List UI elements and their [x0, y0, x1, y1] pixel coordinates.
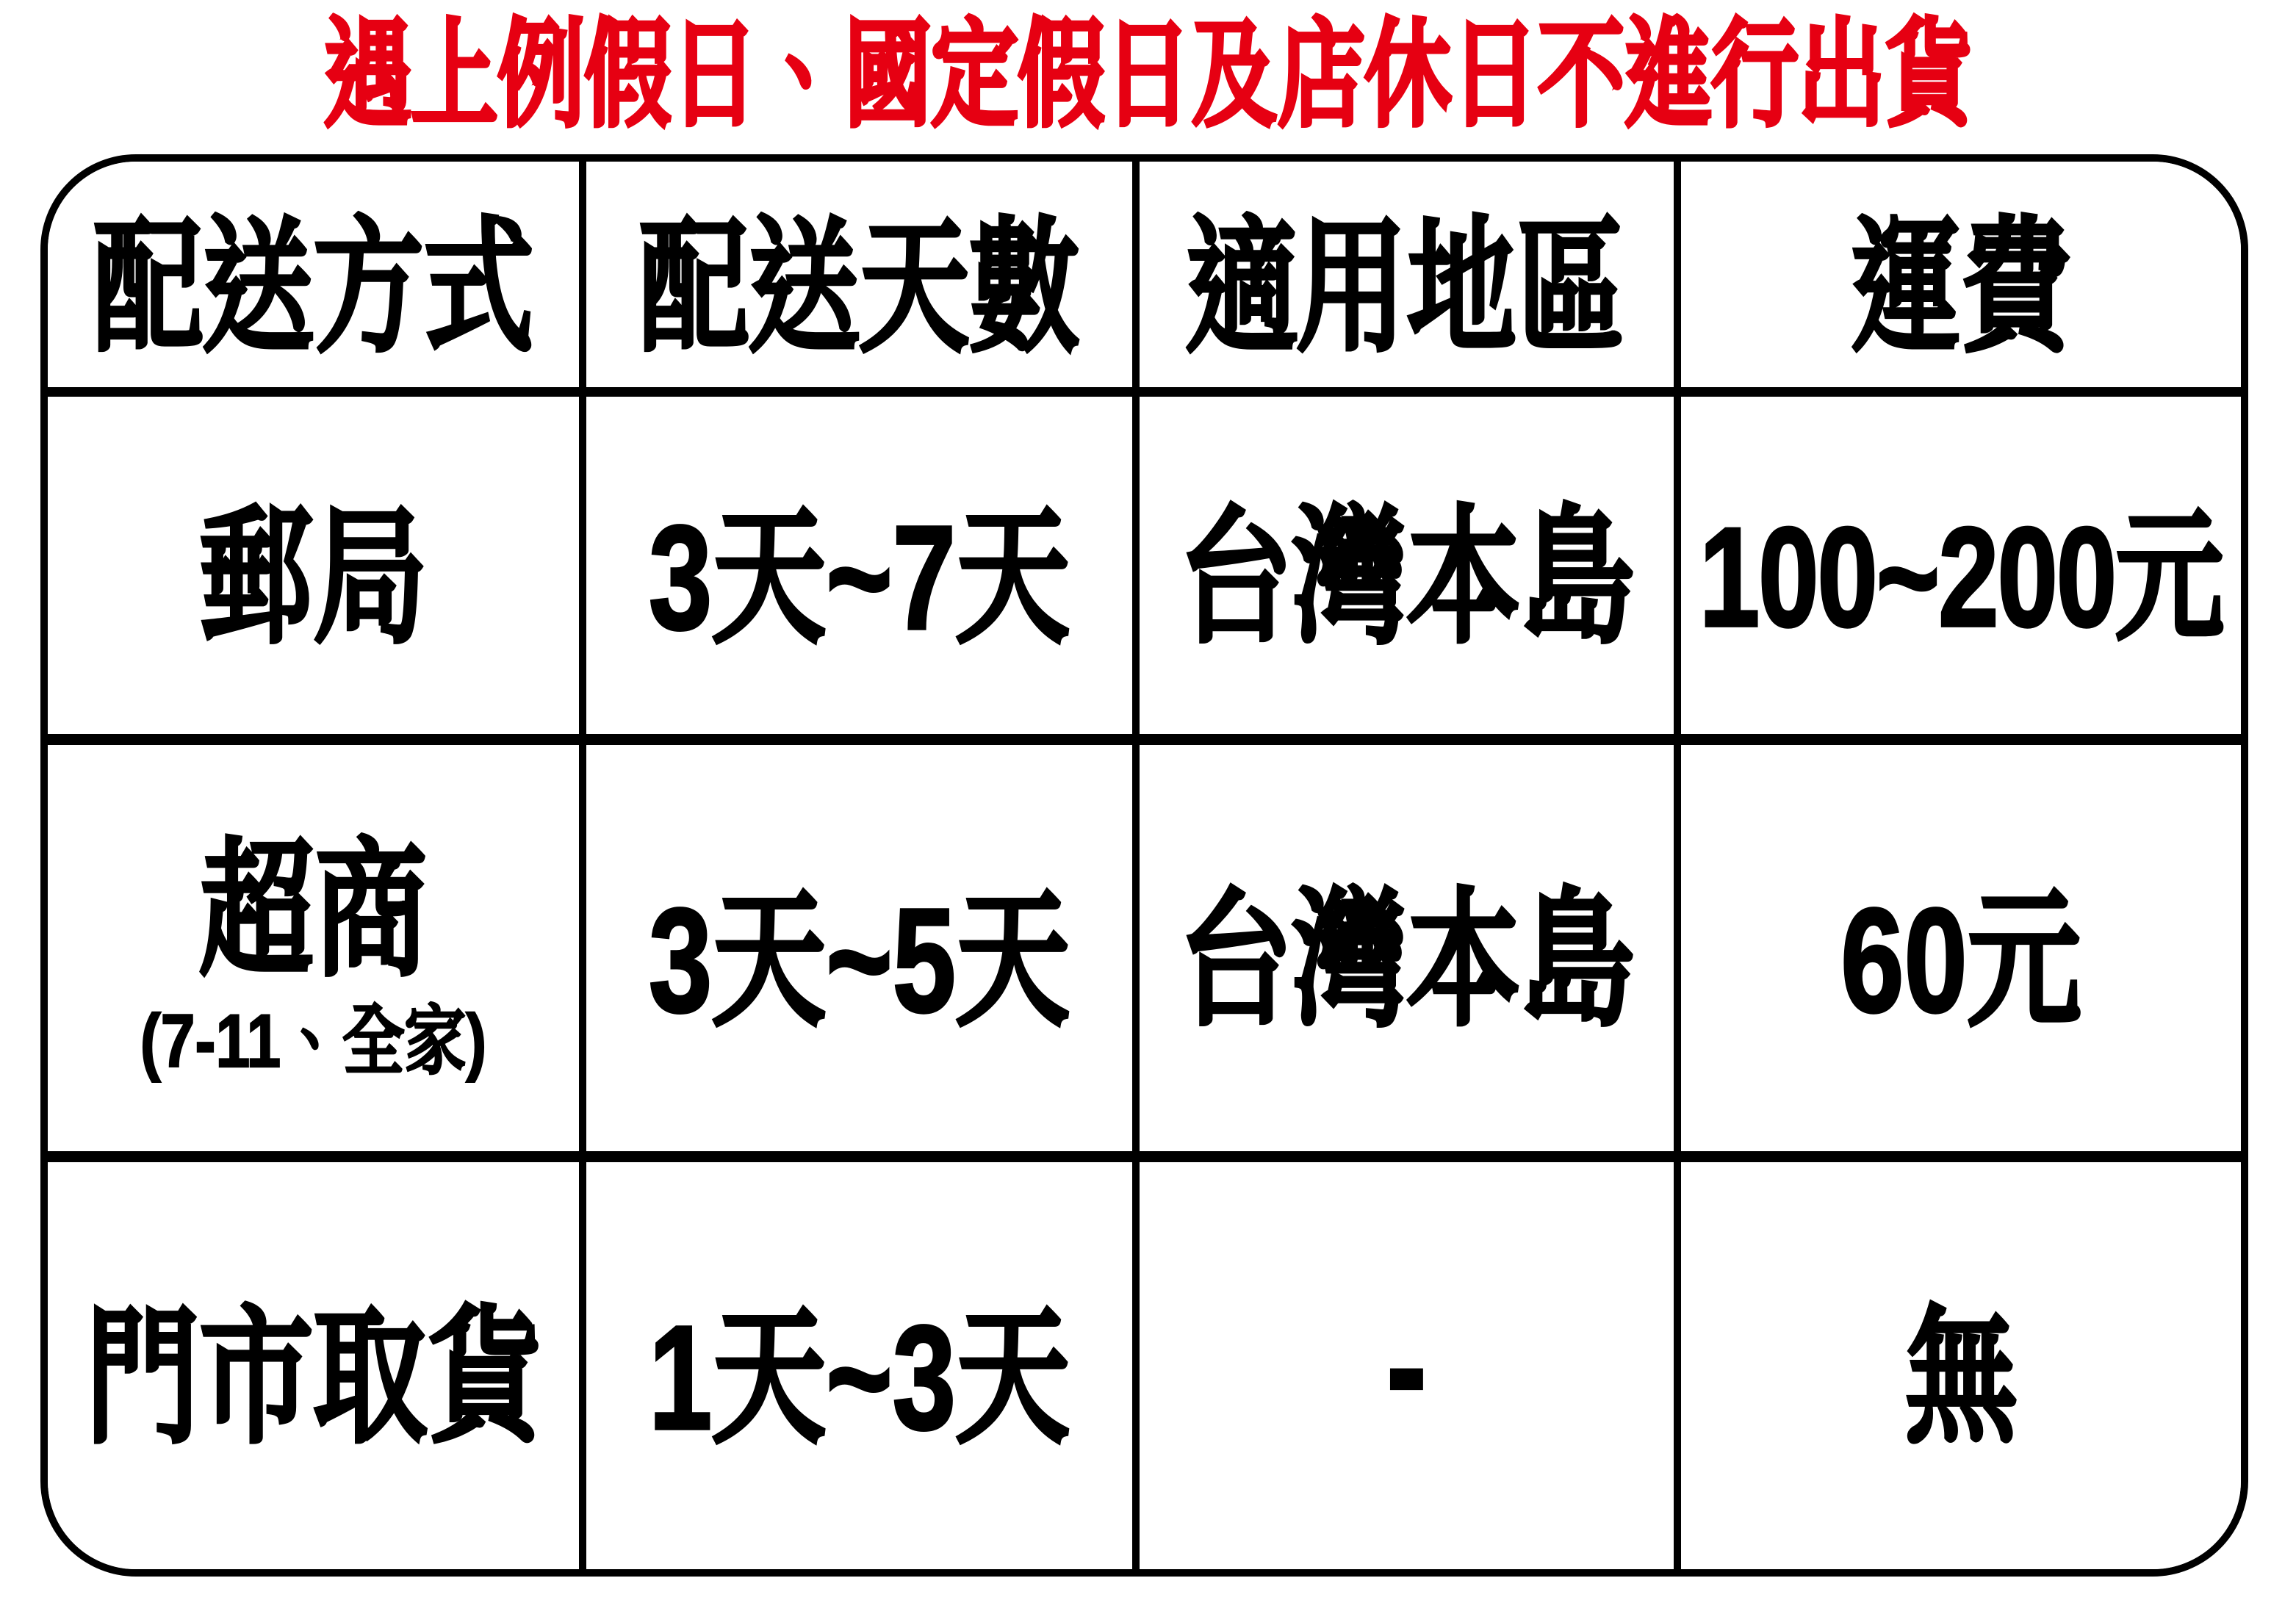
pickup-fee: 無: [1904, 1294, 2018, 1460]
cell-pickup-method: [48, 1162, 586, 1569]
page-title: [0, 12, 2296, 140]
header-label-days: 配送天數: [638, 205, 1080, 369]
page-title-text: 遇上例假日、國定假日及店休日不進行出貨: [324, 10, 1972, 141]
cell-post-office-fee: [1681, 397, 2241, 745]
cell-post-office-days: [586, 397, 1140, 745]
header-cell-method: [48, 162, 586, 397]
cell-pickup-area: [1140, 1162, 1681, 1569]
post-office-fee: 100~200元: [1699, 498, 2223, 656]
cell-cvs-fee: [1681, 745, 2241, 1162]
cell-post-office-area: [1140, 397, 1681, 745]
pickup-label: 門市取貨: [85, 1294, 541, 1460]
cvs-days: 3天~5天: [649, 877, 1070, 1043]
pickup-area-dash: -: [1386, 1277, 1427, 1453]
pickup-days: 1天~3天: [649, 1294, 1070, 1460]
cell-cvs-method: [48, 745, 586, 1162]
cell-post-office-method: [48, 397, 586, 745]
cvs-label: 超商: [199, 827, 428, 993]
header-label-method: 配送方式: [93, 205, 534, 369]
cvs-fee: 60元: [1840, 877, 2081, 1043]
cell-cvs-area: [1140, 745, 1681, 1162]
cvs-sublabel: (7-11、全家): [140, 998, 487, 1083]
cell-pickup-fee: [1681, 1162, 2241, 1569]
cvs-area: 台灣本島: [1178, 877, 1635, 1043]
shipping-table: [40, 154, 2248, 1577]
post-office-area: 台灣本島: [1178, 494, 1635, 660]
post-office-label: 郵局: [199, 494, 428, 660]
cell-pickup-days: [586, 1162, 1140, 1569]
post-office-days: 3天~7天: [649, 494, 1070, 660]
header-label-fee: 運費: [1850, 205, 2071, 369]
cell-cvs-days: [586, 745, 1140, 1162]
header-cell-days: [586, 162, 1140, 397]
header-label-area: 適用地區: [1186, 205, 1627, 369]
header-cell-fee: [1681, 162, 2241, 397]
header-cell-area: [1140, 162, 1681, 397]
